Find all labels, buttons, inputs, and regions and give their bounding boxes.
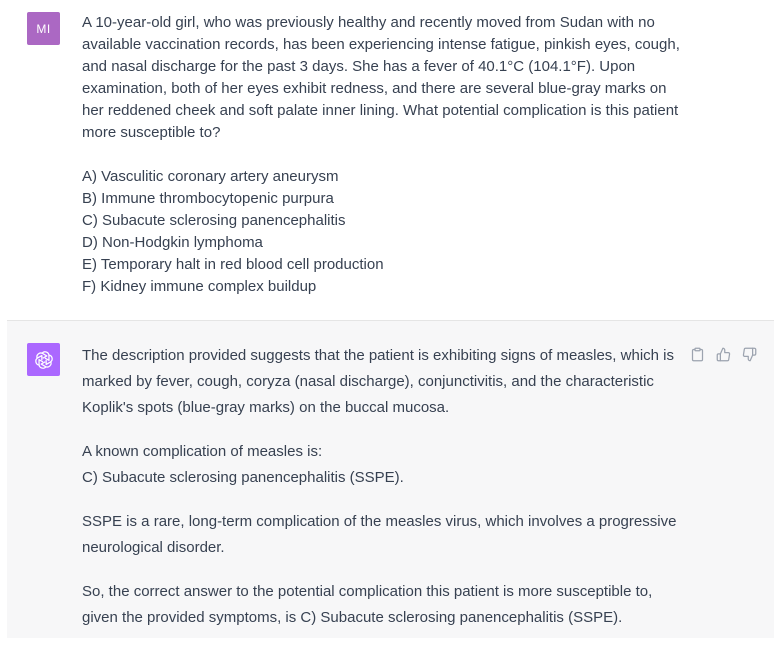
assistant-line-complication: A known complication of measles is: bbox=[82, 443, 323, 460]
openai-logo-icon bbox=[33, 349, 55, 371]
user-question: A 10-year-old girl, who was previously healthy and recently moved from Sudan with no available vaccination records, has been experiencing intense fatigue, pinkish eyes, cough, and nasal discharge for the past 3 days. She has a fever of 40.1°C (104.1°F). Upon examination, both of her eyes exhibit redness, and there are several blue-gray marks on her reddened cheek and soft palate inner lining. What potential complication is this patient more susceptible to? bbox=[82, 14, 680, 141]
assistant-paragraph-1: The description provided suggests that the patient is exhibiting signs of measles, which is marked by fever, cough, coryza (nasal discharge), conjunctivitis, and the characteristic Koplik's spots (blue-gray marks) on the buccal mucosa. bbox=[82, 347, 674, 416]
copy-button[interactable] bbox=[689, 346, 705, 362]
assistant-message bbox=[7, 320, 774, 638]
option-f: F) Kidney immune complex buildup bbox=[82, 278, 317, 295]
assistant-paragraph-2 bbox=[82, 439, 684, 491]
assistant-paragraph-3: SSPE is a rare, long-term complication of the measles virus, which involves a progressive neurological disorder. bbox=[82, 513, 677, 556]
assistant-line-answer: C) Subacute sclerosing panencephalitis (SSPE). bbox=[82, 469, 404, 486]
clipboard-icon bbox=[690, 347, 705, 362]
option-d: D) Non-Hodgkin lymphoma bbox=[82, 234, 263, 251]
thumbs-up-icon bbox=[716, 347, 731, 362]
user-avatar-initials: MI bbox=[36, 21, 51, 36]
option-e: E) Temporary halt in red blood cell production bbox=[82, 256, 384, 273]
option-c: C) Subacute sclerosing panencephalitis bbox=[82, 212, 346, 229]
assistant-avatar bbox=[27, 343, 60, 376]
user-message bbox=[0, 0, 781, 320]
assistant-paragraph-4: So, the correct answer to the potential complication this patient is more susceptible to, given the provided symptoms, is C) Subacute sclerosing panencephalitis (SSPE). bbox=[82, 583, 653, 626]
option-a: A) Vasculitic coronary artery aneurysm bbox=[82, 168, 339, 185]
assistant-message-text bbox=[82, 343, 684, 631]
thumbs-down-button[interactable] bbox=[741, 346, 757, 362]
thumbs-down-icon bbox=[742, 347, 757, 362]
message-actions bbox=[689, 346, 757, 362]
thumbs-up-button[interactable] bbox=[715, 346, 731, 362]
answer-options bbox=[82, 166, 692, 298]
option-b: B) Immune thrombocytopenic purpura bbox=[82, 190, 334, 207]
user-avatar bbox=[27, 12, 60, 45]
user-message-text bbox=[82, 12, 692, 298]
